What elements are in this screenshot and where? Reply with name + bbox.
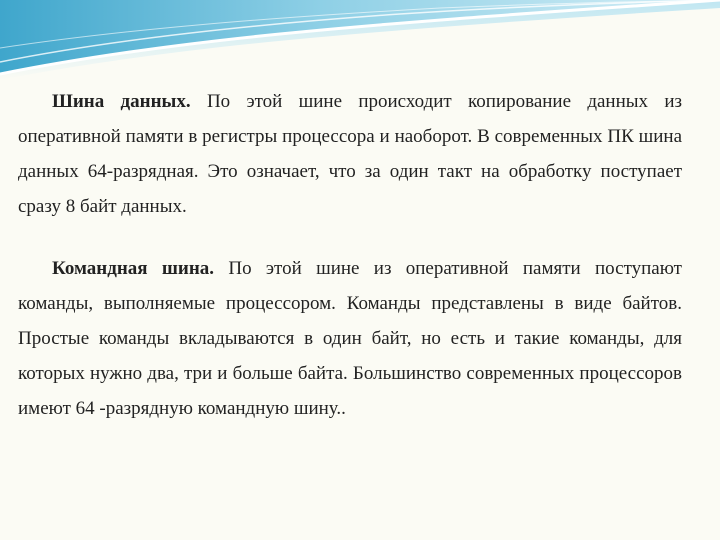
paragraph-command-bus bbox=[18, 251, 682, 426]
paragraph-data-bus-text: По этой шине происходит копирование данных из оперативной памяти в регистры процессора и наоборот. В современных ПК шина данных 64-разрядная. Это означает, что за один такт на обработку поступает сразу 8 байт данных. bbox=[18, 91, 682, 217]
text-body bbox=[18, 84, 682, 426]
paragraph-data-bus bbox=[18, 84, 682, 224]
decorative-top-wave bbox=[0, 0, 720, 90]
paragraph-command-bus-text: По этой шине из оперативной памяти поступают команды, выполняемые процессором. Команды представлены в виде байтов. Простые команды вкладываются в один байт, но есть и такие команды, для которых нужно два, три и больше байта. Большинство современных процессоров имеют 64 -разрядную командную шину.. bbox=[18, 258, 682, 419]
term-data-bus: Шина данных. bbox=[52, 91, 191, 112]
term-command-bus: Командная шина. bbox=[52, 258, 215, 279]
